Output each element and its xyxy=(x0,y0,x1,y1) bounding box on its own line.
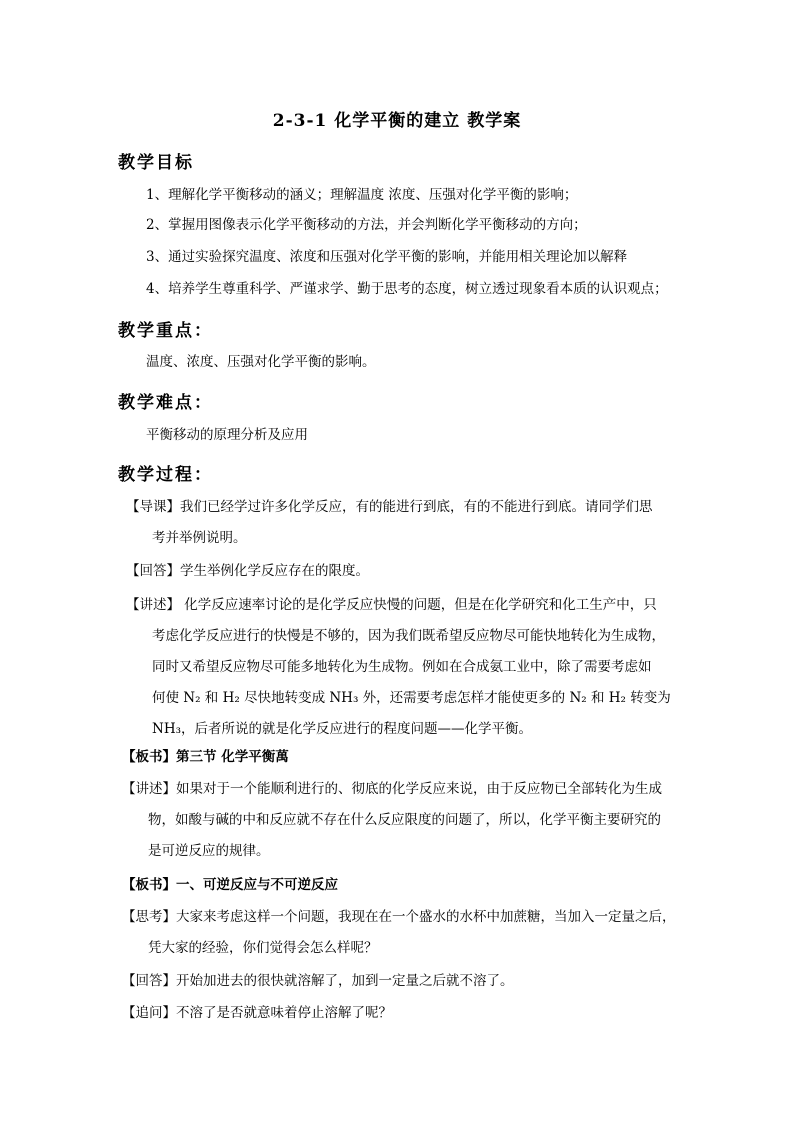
paragraph-line: 【讲述】如果对于一个能顺利进行的、彻底的化学反应来说，由于反应物已全部转化为生成 xyxy=(122,781,662,797)
paragraph-line: 是可逆反应的规律。 xyxy=(148,843,270,859)
answer-paragraph xyxy=(126,556,686,587)
lecture-paragraph-2 xyxy=(122,774,682,867)
board-note xyxy=(122,742,682,773)
paragraph-line: 何使 N₂ 和 H₂ 尽快地转变成 NH₃ 外，还需要考虑怎样才能使更多的 N₂ 和 H₂ 转变为 xyxy=(152,690,671,706)
paragraph-line: 【导课】我们已经学过许多化学反应，有的能进行到底，有的不能进行到底。请同学们思 xyxy=(126,499,653,515)
paragraph-line: 【思考】大家来考虑这样一个问题，我现在在一个盛水的水杯中加蔗糖，当加入一定量之后， xyxy=(122,909,676,925)
paragraph-line: 考并举例说明。 xyxy=(152,530,247,546)
document-title: 2-3-1 化学平衡的建立 教学案 xyxy=(272,111,522,131)
difficulty-text: 平衡移动的原理分析及应用 xyxy=(146,427,308,443)
paragraph-line: 物，如酸与碱的中和反应就不存在什么反应限度的问题了，所以，化学平衡主要研究的 xyxy=(148,812,661,828)
paragraph-line: 【板书】第三节 化学平衡萬 xyxy=(122,749,289,765)
paragraph-line: 【追问】不溶了是否就意味着停止溶解了呢？ xyxy=(122,1005,392,1021)
goal-item: 1、理解化学平衡移动的涵义；理解温度 浓度、压强对化学平衡的影响； xyxy=(146,187,578,203)
goals-heading: 教学目标 xyxy=(118,153,194,173)
lecture-paragraph xyxy=(126,590,686,745)
paragraph-line: 同时又希望反应物尽可能多地转化为生成物。例如在合成氨工业中，除了需要考虑如 xyxy=(152,659,652,675)
process-heading: 教学过程： xyxy=(118,465,213,485)
goal-item: 4、培养学生尊重科学、严谨求学、勤于思考的态度，树立透过现象看本质的认识观点； xyxy=(146,281,668,297)
key-points-text: 温度、浓度、压强对化学平衡的影响。 xyxy=(146,354,376,370)
board-note-2 xyxy=(122,870,682,901)
answer-paragraph-2 xyxy=(122,966,682,997)
key-points-heading: 教学重点： xyxy=(118,321,213,341)
think-paragraph xyxy=(122,902,682,964)
paragraph-line: 【回答】学生举例化学反应存在的限度。 xyxy=(126,563,369,579)
paragraph-line: NH₃，后者所说的就是化学反应进行的程度问题——化学平衡。 xyxy=(152,721,532,737)
paragraph-line: 【板书】一、可逆反应与不可逆反应 xyxy=(122,877,338,893)
difficulty-heading: 教学难点： xyxy=(118,393,213,413)
goal-item: 3、通过实验探究温度、浓度和压强对化学平衡的影响，并能用相关理论加以解释 xyxy=(146,249,628,265)
goal-item: 2、掌握用图像表示化学平衡移动的方法，并会判断化学平衡移动的方向； xyxy=(146,217,587,233)
paragraph-line: 凭大家的经验，你们觉得会怎么样呢？ xyxy=(148,940,378,956)
intro-paragraph xyxy=(126,492,686,554)
paragraph-line: 【回答】开始加进去的很快就溶解了，加到一定量之后就不溶了。 xyxy=(122,973,514,989)
followup-question xyxy=(122,998,682,1029)
paragraph-line: 【讲述】 化学反应速率讨论的是化学反应快慢的问题，但是在化学研究和化工生产中，只 xyxy=(126,597,657,613)
paragraph-line: 考虑化学反应进行的快慢是不够的，因为我们既希望反应物尽可能快地转化为生成物， xyxy=(152,628,665,644)
